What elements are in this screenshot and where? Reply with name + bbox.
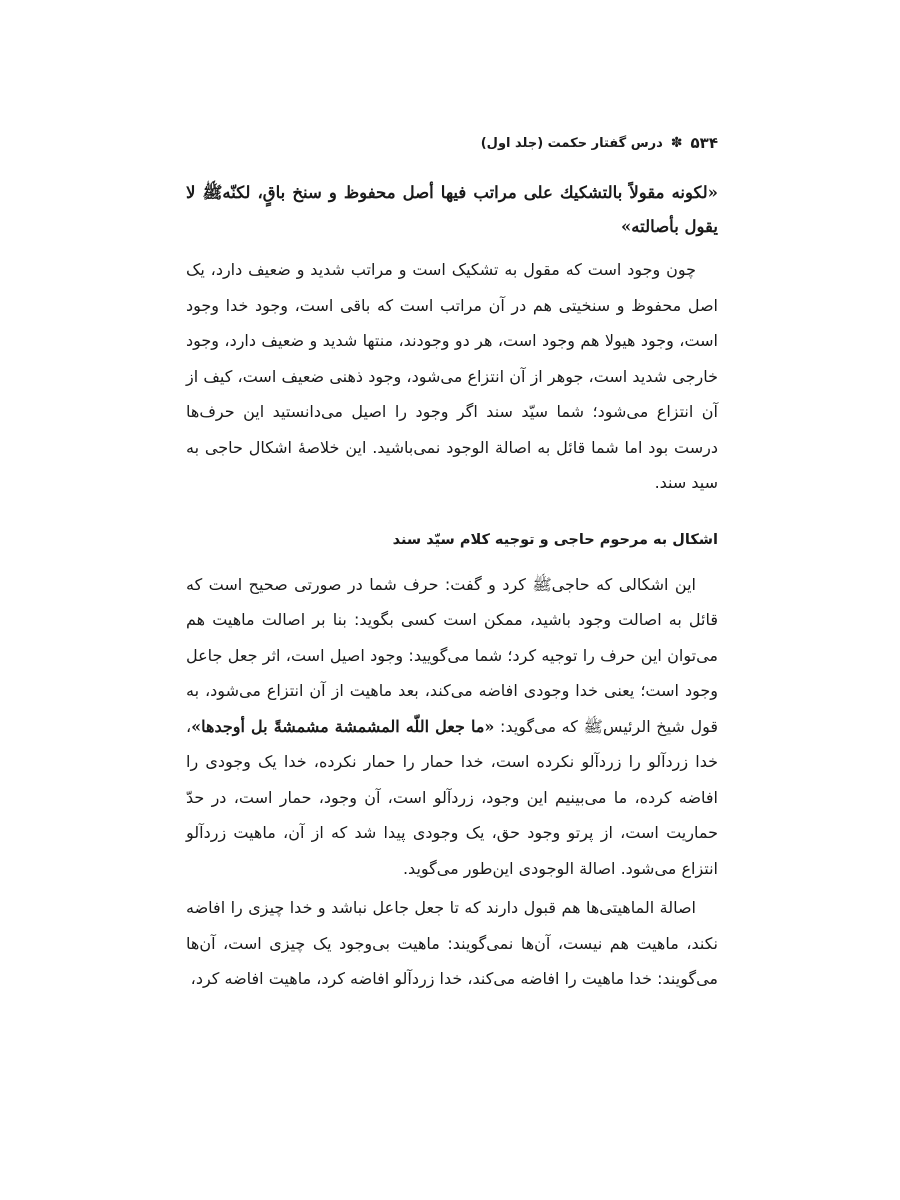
running-head [186, 130, 718, 156]
page-number: ۵۳۴ [690, 134, 718, 152]
paragraph-3: اصالة الماهیتی‌ها هم قبول دارند که تا جعل جاعل نباشد و خدا چیزی را افاضه نکند، ماهیت هم نیست، آن‌ها نمی‌گویند: ماهیت بی‌وجود یک چیزی است، آن‌ها می‌گویند: خدا ماهیت را افاضه می‌کند، خدا زردآلو افاضه کرد، ماهیت افاضه کرد، [186, 898, 718, 988]
paragraph-1: چون وجود است که مقول به تشکیک است و مراتب شدید و ضعیف دارد، یک اصل محفوظ و سنخیتی هم در آن مراتب است که باقی است، وجود خدا وجود است، وجود هیولا هم وجود است، هر دو وجودند، منتها شدید و ضعیف دارد، وجود خارجی شدید است، جوهر از آن انتزاع می‌شود، وجود ذهنی ضعیف است، کیف از آن انتزاع می‌شود؛ شما سیّد سند اگر وجود را اصیل می‌دانستید این حرف‌ها درست بود اما شما قائل به اصالة الوجود نمی‌باشید. این خلاصهٔ اشکال حاجی به سید سند. [186, 260, 718, 492]
flower-ornament-icon: ✽ [670, 135, 683, 151]
arabic-quote: «لکونه مقولاً بالتشکیك علی مراتب فیها أصل محفوظ و سنخ باقٍ، لکنّهﷺ لا یقول بأصالته» [186, 183, 718, 236]
paragraph-2 [186, 567, 718, 887]
paragraph-2-text-before: این اشکالی که حاجیﷺ کرد و گفت: حرف شما در صورتی صحیح است که قائل به اصالت وجود باشید، ممکن است کسی بگوید: بنا بر اصالت ماهیت هم می‌توان این حرف را توجیه کرد؛ شما می‌گویید: وجود اصیل است، اثر جعل جاعل وجود است؛ یعنی خدا وجودی افاضه می‌کند، بعد ماهیت از آن انتزاع می‌شود، به قول شیخ الرئیسﷺ که می‌گوید: [186, 574, 718, 736]
paragraph-2-inline-quote: «ما جعل اللّه المشمشة مشمشةً بل أوجدها» [191, 716, 495, 736]
book-page [186, 130, 718, 997]
section-heading: اشکال به مرحوم حاجی و توجیه کلام سیّد سند [392, 531, 718, 548]
book-title: درس گفتار حکمت (جلد اول) [480, 135, 663, 151]
paragraph-2-text-after: ، خدا زردآلو را زردآلو نکرده است، خدا حمار را حمار نکرده، خدا یک وجودی را افاضه کرده، ما می‌بینیم این وجود، زردآلو است، آن وجود، حمار است، در حدّ حماریت است، از پرتو وجود حق، یک وجودی پیدا شد که از آن، ماهیت زردآلو انتزاع می‌شود. اصالة الوجودی این‌طور می‌گوید. [186, 716, 718, 878]
